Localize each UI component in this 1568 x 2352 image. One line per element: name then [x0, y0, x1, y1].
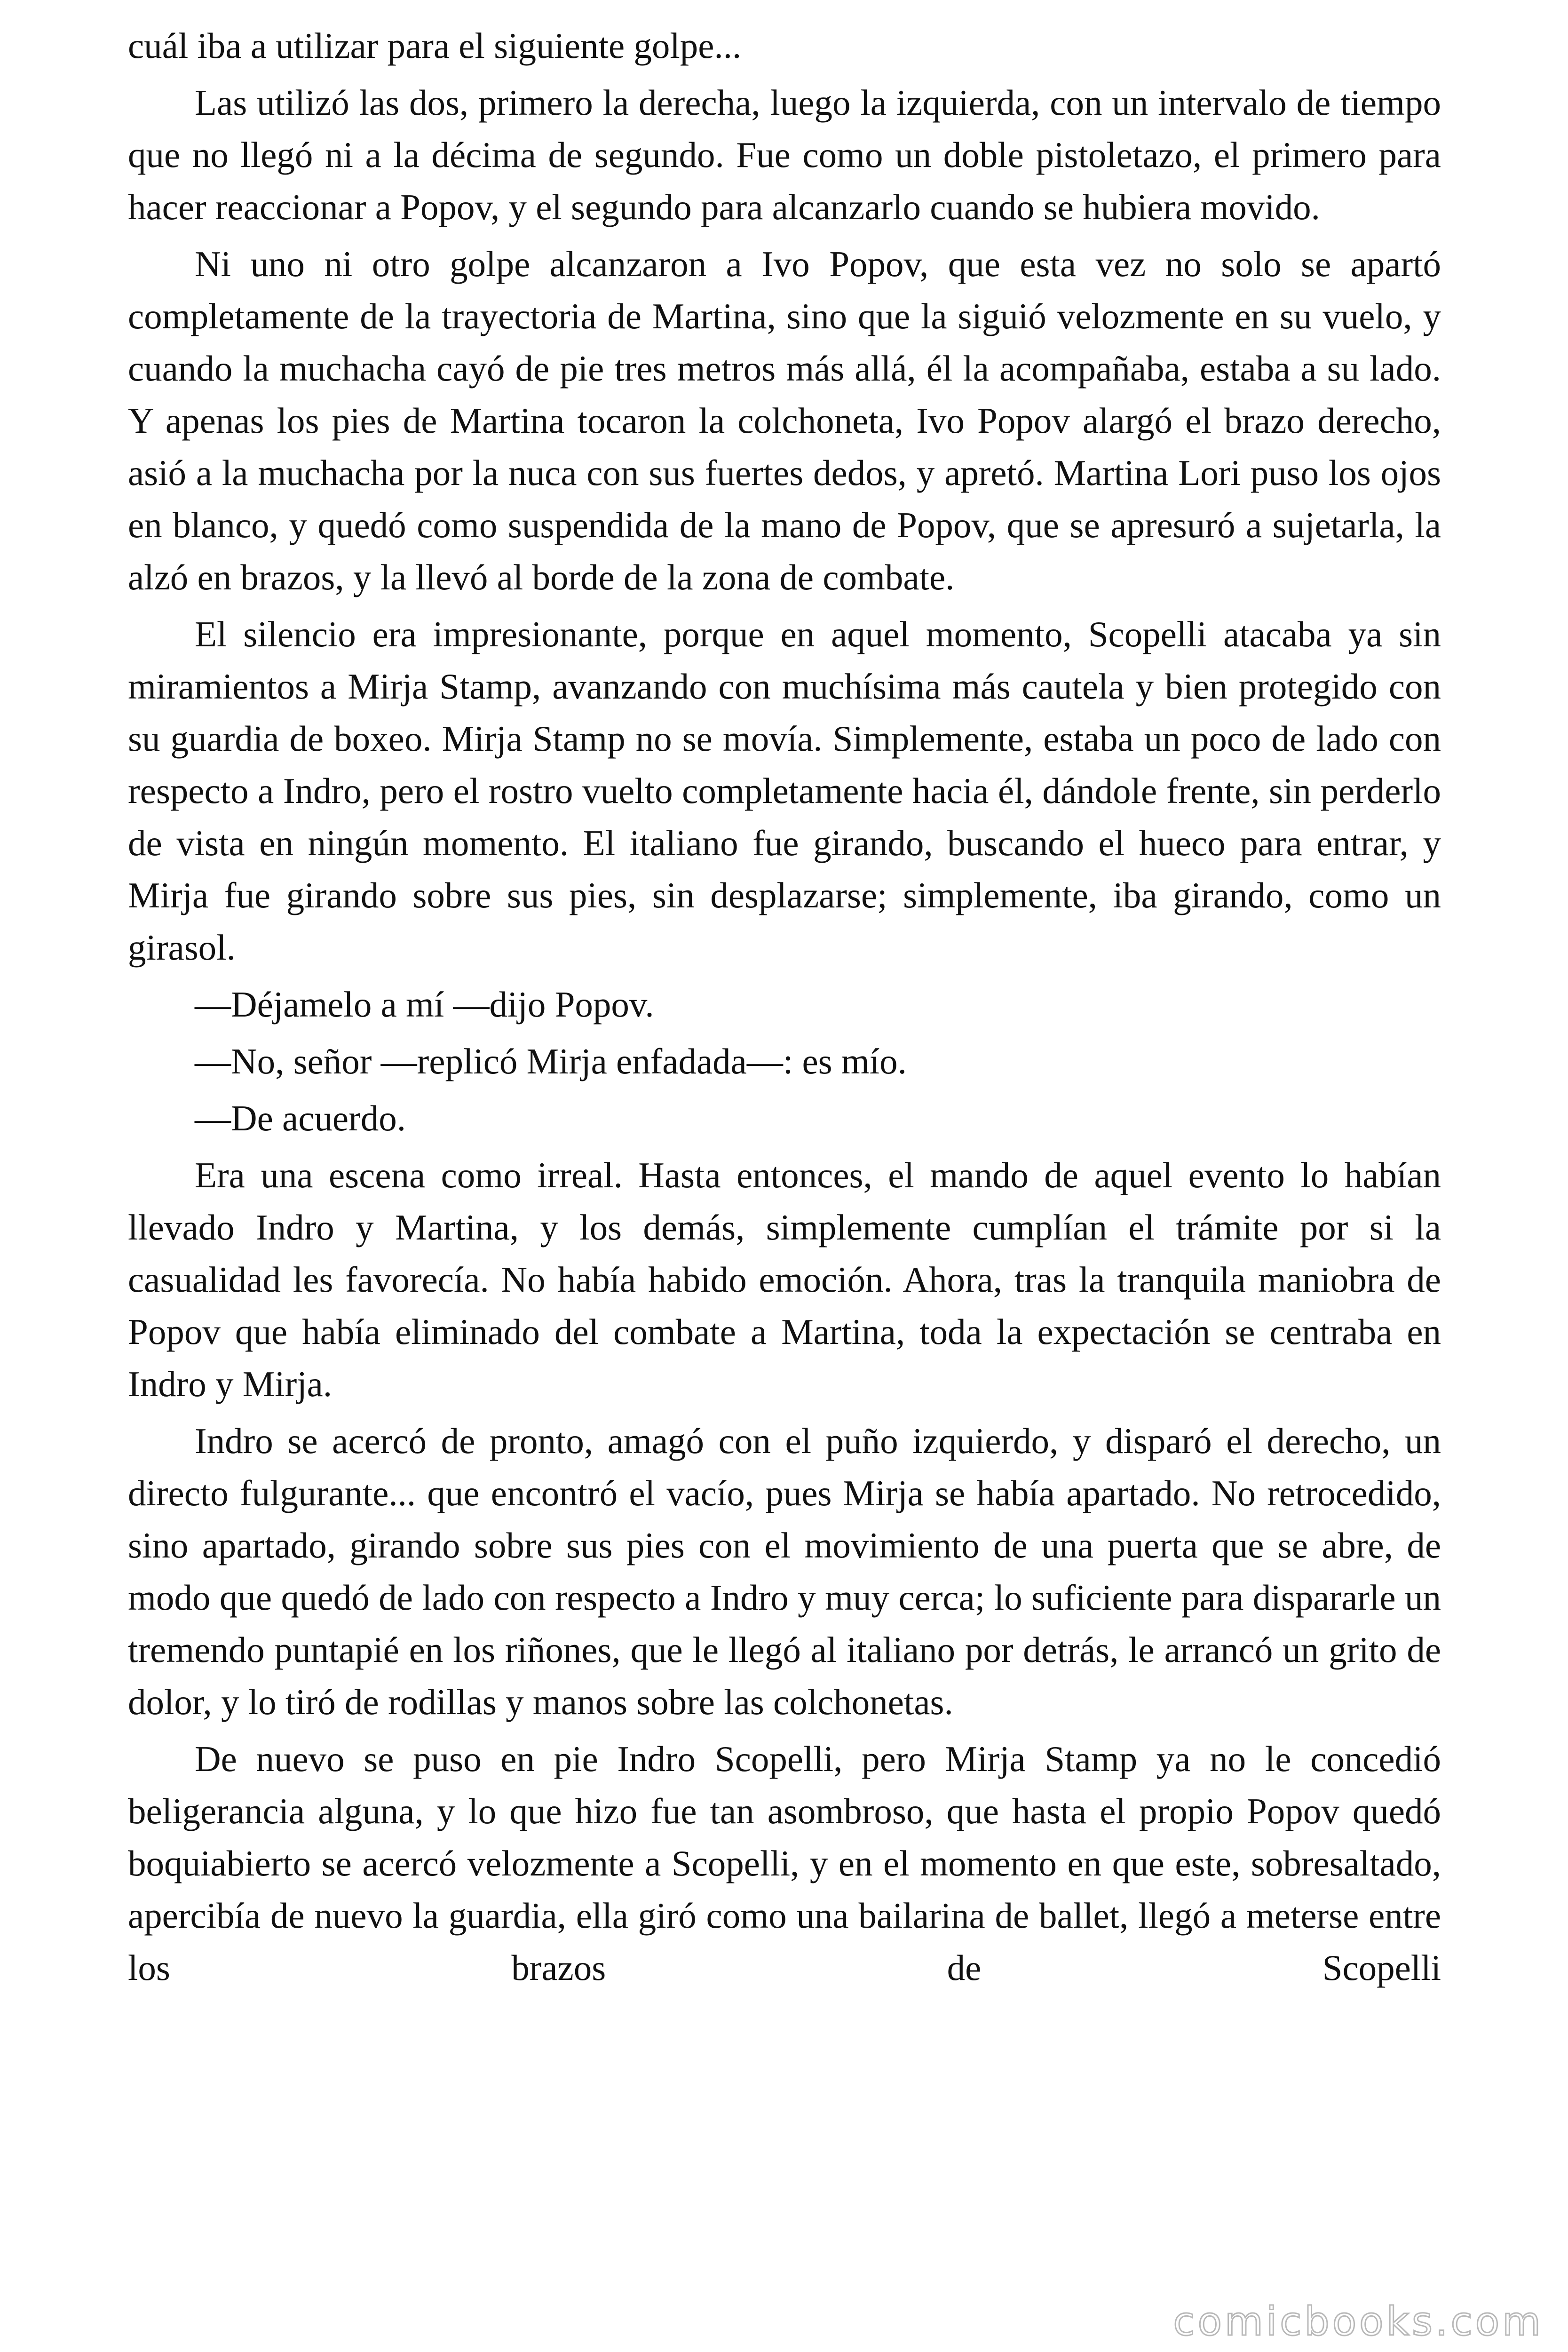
- paragraph: Era una escena como irreal. Hasta entonces, el mando de aquel evento lo habían llevado Indro y Martina, y los demás, simplemente cumplían el trámite por si la casualidad les favorecía. No había habido emoción. Ahora, tras la tranquila maniobra de Popov que había eliminado del combate a Martina, toda la expectación se centraba en Indro y Mirja.: [128, 1155, 1441, 1404]
- paragraph: Las utilizó las dos, primero la derecha, luego la izquierda, con un intervalo de tiempo que no llegó ni a la décima de segundo. Fue como un doble pistoletazo, el primero para hacer reaccionar a Popov, y el segundo para alcanzarlo cuando se hubiera movido.: [128, 82, 1441, 227]
- dialogue-line: —Déjamelo a mí —dijo Popov.: [195, 984, 654, 1025]
- dialogue-line: —De acuerdo.: [195, 1098, 406, 1138]
- paragraph: Ni uno ni otro golpe alcanzaron a Ivo Popov, que esta vez no solo se apartó completamente de la trayectoria de Martina, sino que la siguió velozmente en su vuelo, y cuando la muchacha cayó de pie tres metros más allá, él la acompañaba, estaba a su lado. Y apenas los pies de Martina tocaron la colchoneta, Ivo Popov alargó el brazo derecho, asió a la muchacha por la nuca con sus fuertes dedos, y apretó. Martina Lori puso los ojos en blanco, y quedó como suspendida de la mano de Popov, que se apresuró a sujetarla, la alzó en brazos, y la llevó al borde de la zona de combate.: [128, 244, 1441, 597]
- site-watermark: comicbooks.com: [1173, 2298, 1544, 2344]
- dialogue-line: —No, señor —replicó Mirja enfadada—: es mío.: [195, 1041, 907, 1081]
- page-text: [128, 20, 1441, 1999]
- paragraph-continuation: cuál iba a utilizar para el siguiente golpe...: [128, 25, 742, 66]
- paragraph-unfinished: De nuevo se puso en pie Indro Scopelli, pero Mirja Stamp ya no le concedió beligerancia alguna, y lo que hizo fue tan asombroso, que hasta el propio Popov quedó boquiabierto se acercó velozmente a Scopelli, y en el momento en que este, sobresaltado, apercibía de nuevo la guardia, ella giró como una bailarina de ballet, llegó a meterse entre los brazos de Scopelli: [128, 1739, 1441, 1988]
- paragraph: El silencio era impresionante, porque en aquel momento, Scopelli atacaba ya sin miramientos a Mirja Stamp, avanzando con muchísima más cautela y bien protegido con su guardia de boxeo. Mirja Stamp no se movía. Simplemente, estaba un poco de lado con respecto a Indro, pero el rostro vuelto completamente hacia él, dándole frente, sin perderlo de vista en ningún momento. El italiano fue girando, buscando el hueco para entrar, y Mirja fue girando sobre sus pies, sin desplazarse; simplemente, iba girando, como un girasol.: [128, 614, 1441, 968]
- paragraph: Indro se acercó de pronto, amagó con el puño izquierdo, y disparó el derecho, un directo fulgurante... que encontró el vacío, pues Mirja se había apartado. No retrocedido, sino apartado, girando sobre sus pies con el movimiento de una puerta que se abre, de modo que quedó de lado con respecto a Indro y muy cerca; lo suficiente para dispararle un tremendo puntapié en los riñones, que le llegó al italiano por detrás, le arrancó un grito de dolor, y lo tiró de rodillas y manos sobre las colchonetas.: [128, 1421, 1441, 1722]
